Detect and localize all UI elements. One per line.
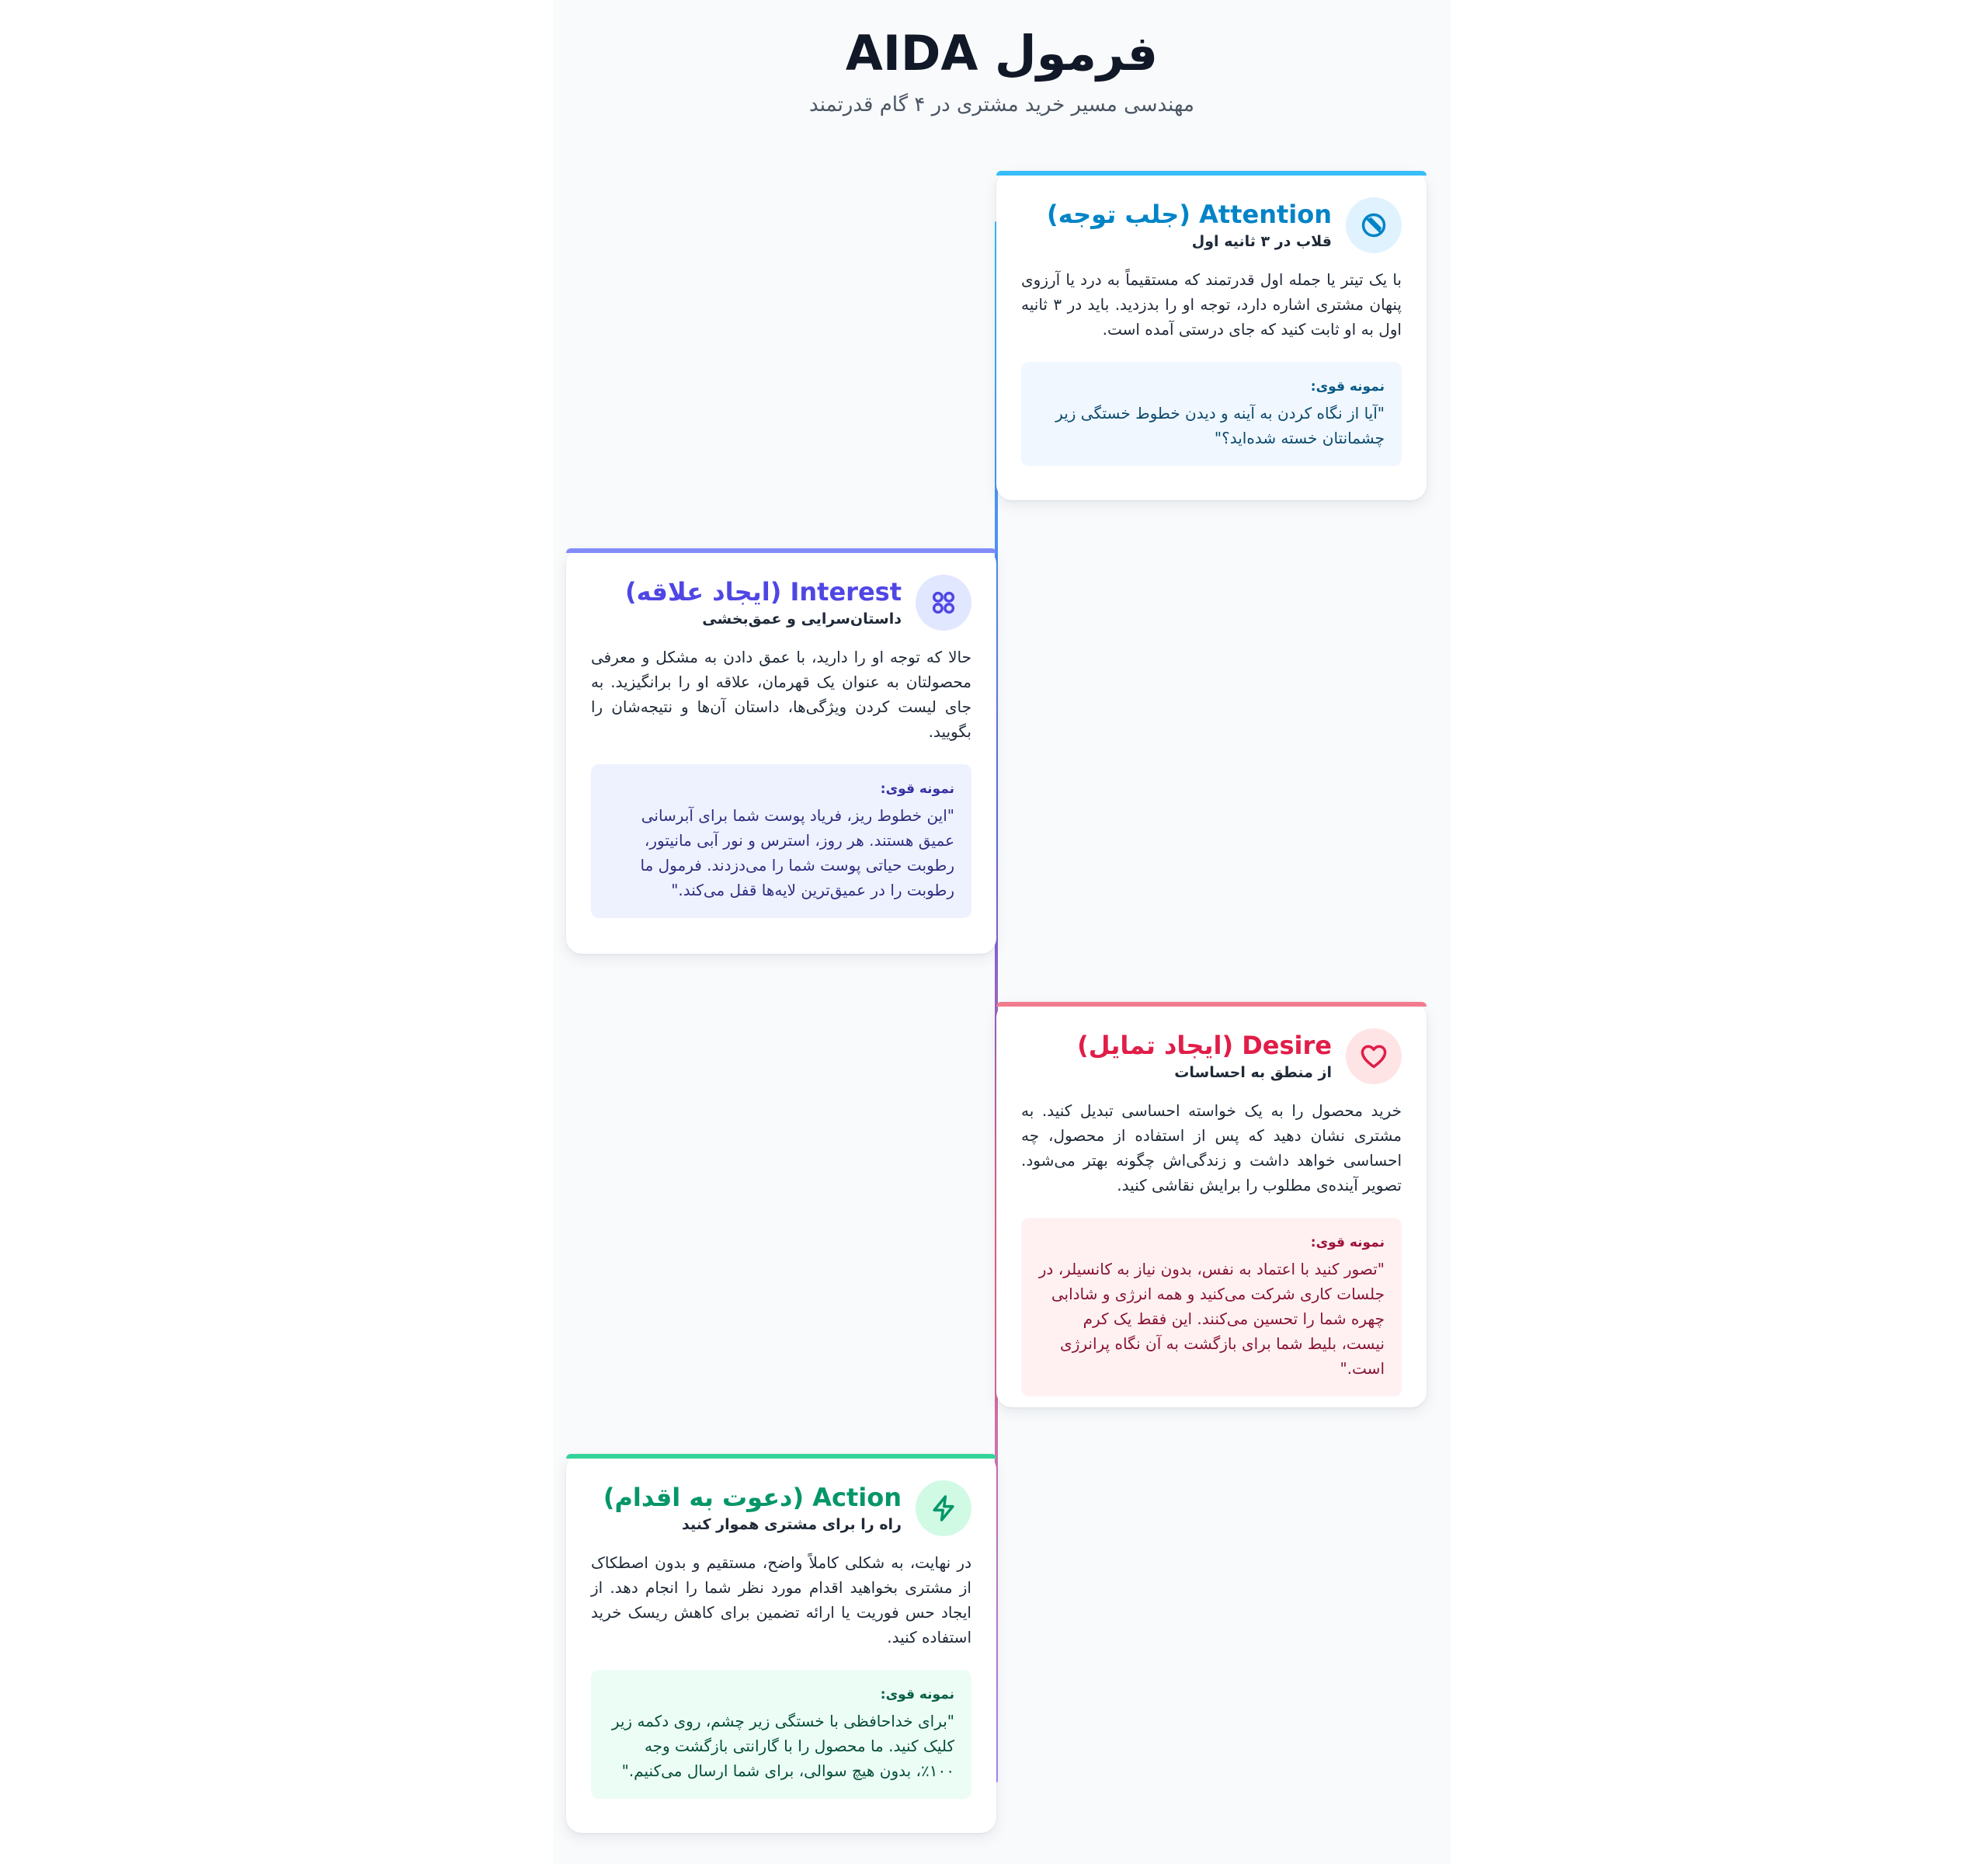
grid-icon [916,575,971,631]
card-subtitle: داستان‌سرایی و عمق‌بخشی [702,610,902,628]
card-title: Desire (ایجاد تمایل) [1077,1031,1332,1060]
card-description: حالا که توجه او را دارید، با عمق دادن به مشکل و معرفی محصولتان به عنوان یک قهرمان، علاقه او را برانگیزید. به جای لیست کردن ویژگی‌ها، داستان آن‌ها و نتیجه‌شان را بگویید. [591,648,971,741]
card-action [566,1454,996,1833]
example-label: نمونه قوی: [880,781,954,797]
page-title: فرمول AIDA [845,25,1159,82]
card-accent-bar [996,1002,1427,1007]
ban-icon [1346,197,1402,253]
example-box [1021,1218,1402,1396]
card-header [1021,1002,1402,1084]
card-header [1021,171,1402,253]
card-description: در نهایت، به شکلی کاملاً واضح، مستقیم و بدون اصطکاک از مشتری بخواهید اقدام مورد نظر شما را انجام دهد. از ایجاد حس فوریت یا ارائه تضمین برای کاهش ریسک خرید استفاده کنید. [591,1553,971,1647]
card-subtitle: از منطق به احساسات [1174,1064,1332,1081]
card-header [591,548,971,631]
zap-icon [916,1480,971,1536]
card-attention [996,171,1427,500]
example-text: "برای خداحافظی با خستگی زیر چشم، روی دکمه زیر کلیک کنید. ما محصول را با گارانتی بازگشت وجه ۱۰۰٪، بدون هیچ سوالی، برای شما ارسال می‌کنیم." [611,1712,954,1780]
card-subtitle: راه را برای مشتری هموار کنید [682,1516,902,1533]
card-accent-bar [996,171,1427,176]
example-label: نمونه قوی: [1310,379,1385,395]
card-description: خرید محصول را به یک خواسته احساسی تبدیل کنید. به مشتری نشان دهید که پس از استفاده از محصول، چه احساسی خواهد داشت و زندگی‌اش چگونه بهتر می‌شود. تصویر آینده‌ی مطلوب را برایش نقاشی کنید. [1021,1101,1402,1195]
example-label: نمونه قوی: [1310,1235,1385,1250]
example-box [591,1670,971,1799]
card-header [591,1454,971,1536]
heart-icon [1346,1028,1402,1084]
card-desire [996,1002,1427,1407]
card-accent-bar [566,548,996,553]
card-accent-bar [566,1454,996,1459]
page [553,0,1451,1864]
example-text: "این خطوط ریز، فریاد پوست شما برای آبرسانی عمیق هستند. هر روز، استرس و نور آبی مانیتور، رطوبت حیاتی پوست شما را می‌دزدند. فرمول ما رطوبت را در عمیق‌ترین لایه‌ها قفل می‌کند." [640,806,954,899]
example-box [591,764,971,918]
page-header [553,22,1451,120]
card-title: Action (دعوت به اقدام) [603,1483,902,1512]
card-subtitle: قلاب در ۳ ثانیه اول [1191,233,1332,250]
example-label: نمونه قوی: [880,1687,954,1702]
card-description: با یک تیتر یا جمله اول قدرتمند که مستقیماً به درد یا آرزوی پنهان مشتری اشاره دارد، توجه او را بدزدید. باید در ۳ ثانیه اول به او ثابت کنید که جای درستی آمده است. [1021,270,1402,339]
example-box [1021,362,1402,466]
example-text: "آیا از نگاه کردن به آینه و دیدن خطوط خستگی زیر چشمانتان خسته شده‌اید؟" [1055,404,1385,447]
page-subtitle: مهندسی مسیر خرید مشتری در ۴ گام قدرتمند [809,93,1194,116]
card-title: Interest (ایجاد علاقه) [624,577,902,607]
card-title: Attention (جلب توجه) [1047,200,1332,229]
card-interest [566,548,996,954]
example-text: "تصور کنید با اعتماد به نفس، بدون نیاز به کانسیلر، در جلسات کاری شرکت می‌کنید و همه انرژی و شادابی چهره شما را تحسین می‌کنند. این فقط یک کرم نیست، بلیط شما برای بازگشت به آن نگاه پرانرژی است." [1038,1260,1385,1378]
